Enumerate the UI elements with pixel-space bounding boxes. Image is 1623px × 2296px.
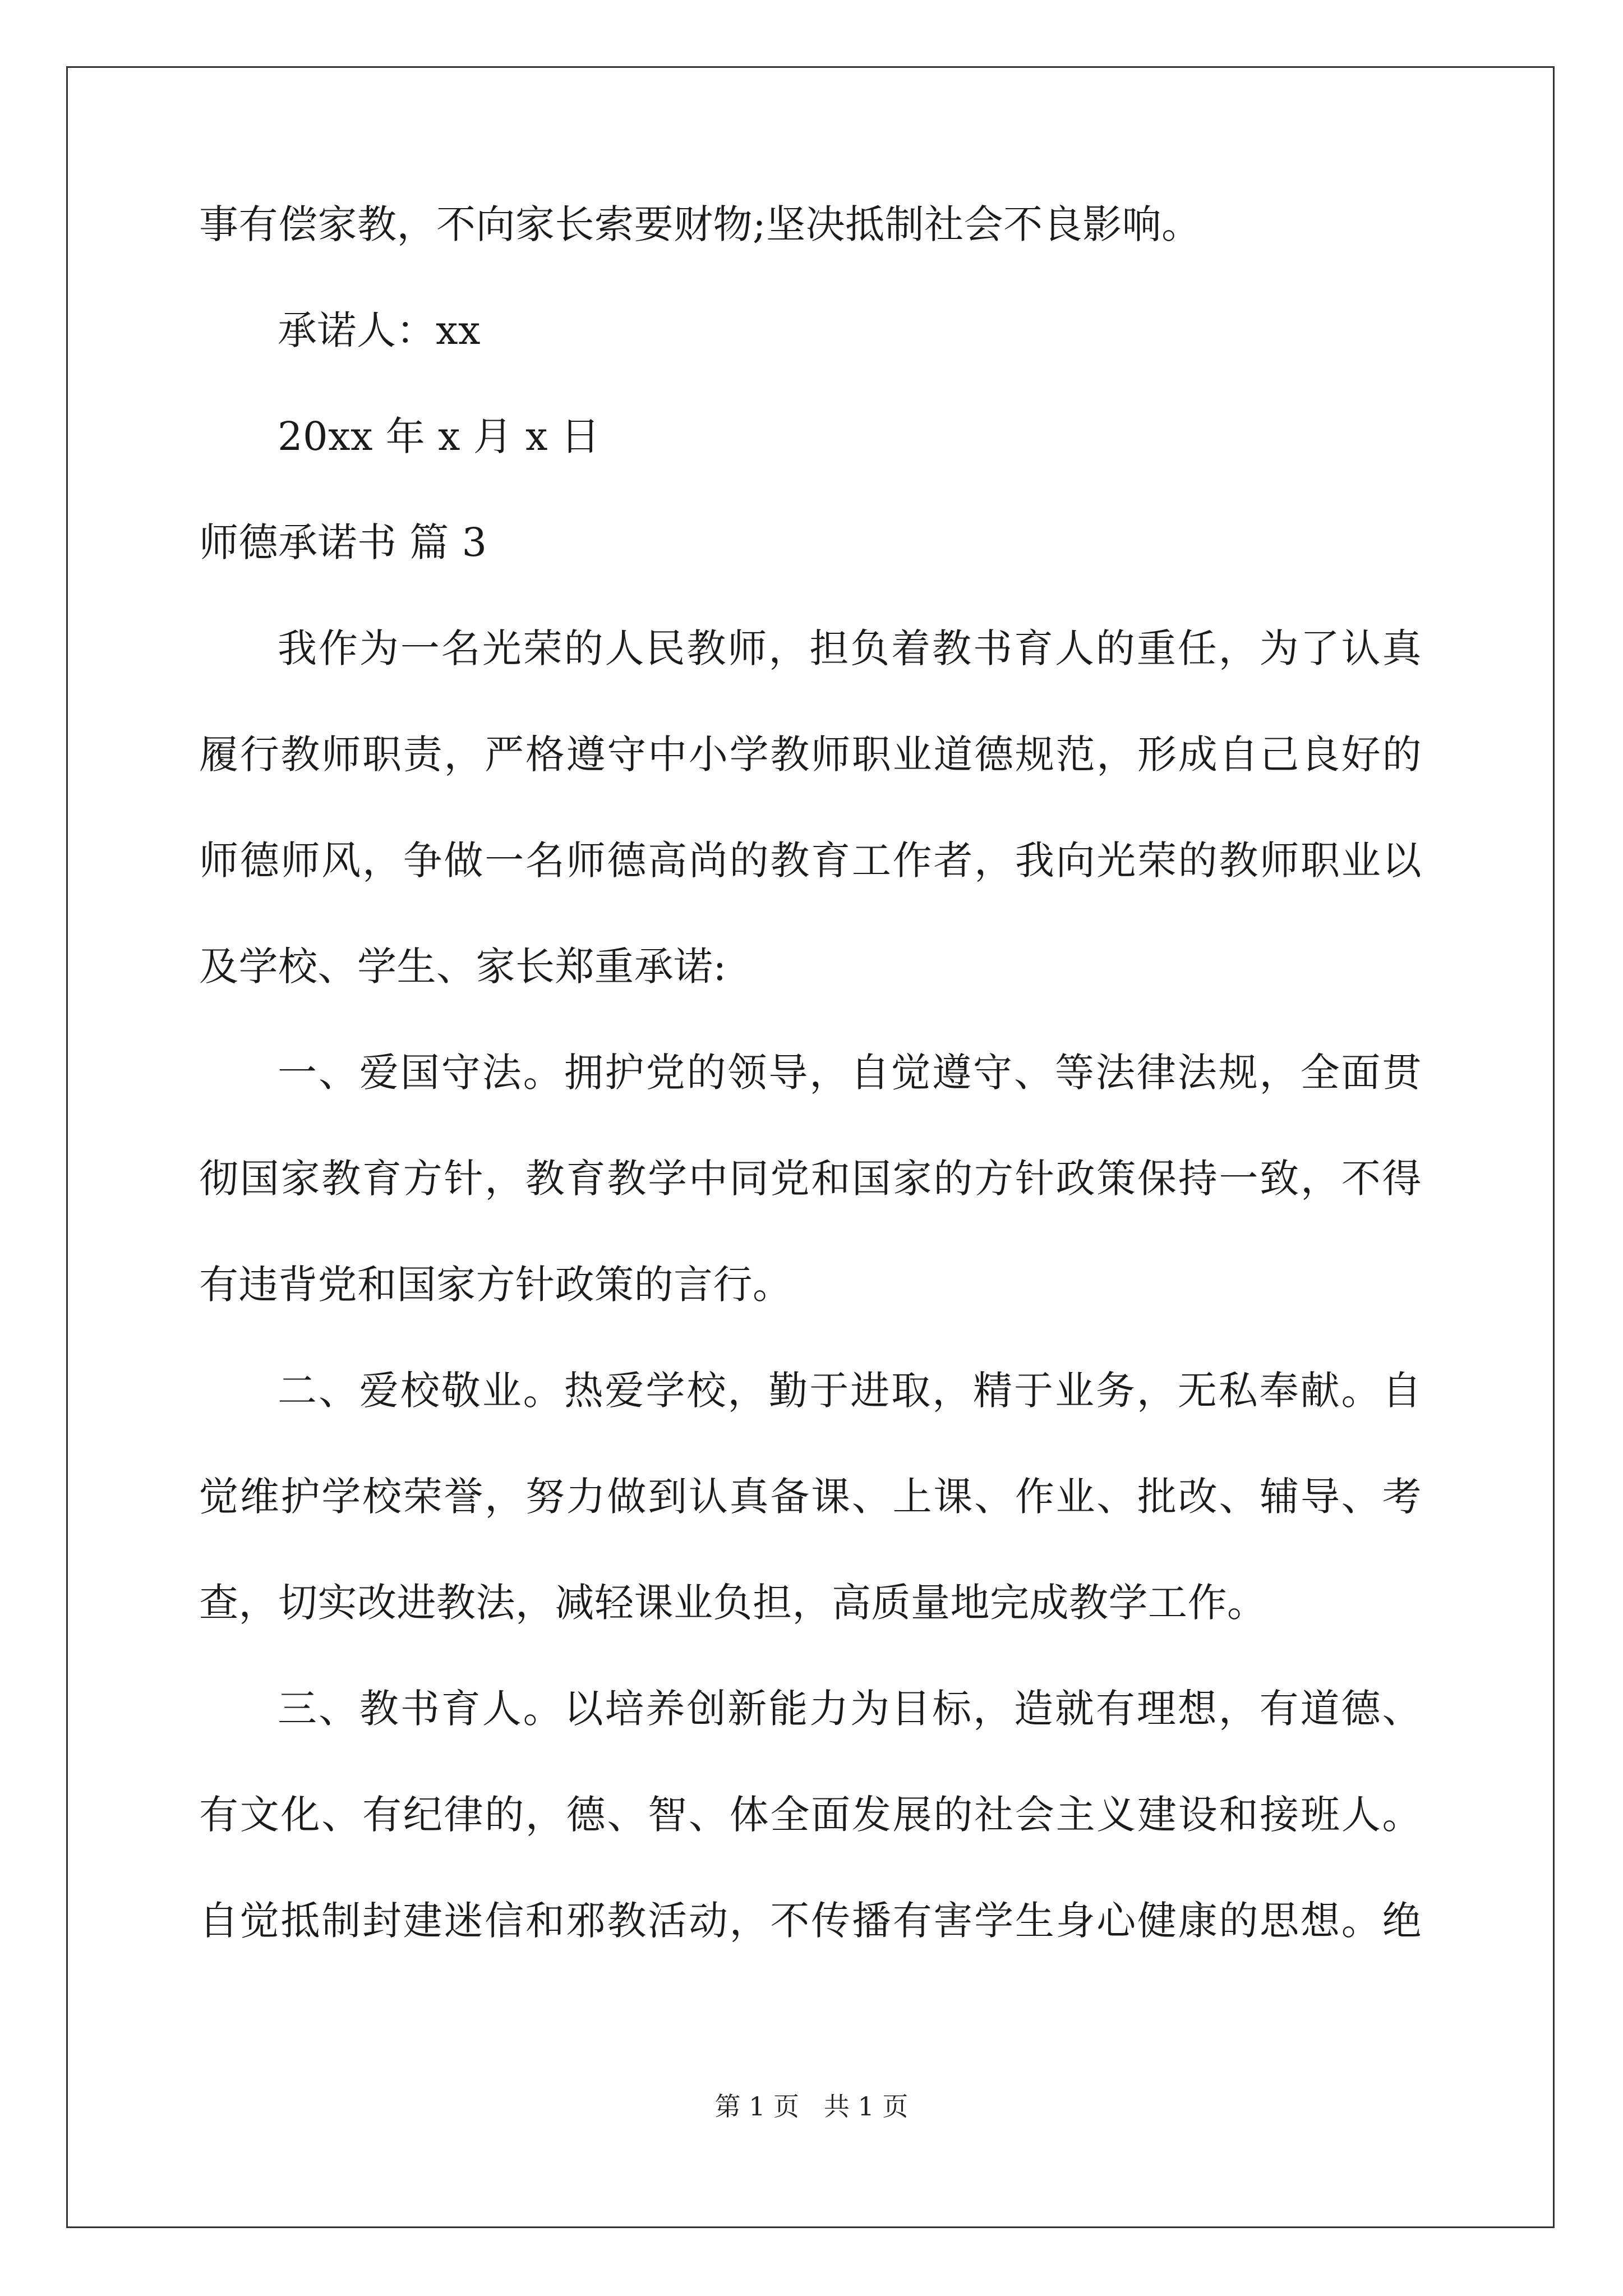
text-line: 自觉抵制封建迷信和邪教活动，不传播有害学生身心健康的思想。绝 bbox=[199, 1898, 1422, 1944]
text-line: 查，切实改进教法，减轻课业负担，高质量地完成教学工作。 bbox=[199, 1580, 1267, 1626]
text-line: 师德承诺书 篇 3 bbox=[199, 519, 487, 565]
text-line: 我作为一名光荣的人民教师，担负着教书育人的重任，为了认真 bbox=[278, 625, 1422, 671]
text-line: 事有偿家教，不向家长索要财物;坚决抵制社会不良影响。 bbox=[199, 201, 1201, 247]
page-footer: 第 1 页 共 1 页 bbox=[714, 2091, 909, 2122]
text-line: 三、教书育人。以培养创新能力为目标，造就有理想，有道德、 bbox=[278, 1686, 1422, 1732]
text-line: 承诺人：xx bbox=[278, 307, 481, 353]
text-line: 一、爱国守法。拥护党的领导，自觉遵守、等法律法规，全面贯 bbox=[278, 1050, 1422, 1096]
text-line: 20xx 年 x 月 x 日 bbox=[278, 413, 601, 459]
text-line: 觉维护学校荣誉，努力做到认真备课、上课、作业、批改、辅导、考 bbox=[199, 1474, 1422, 1520]
text-line: 有文化、有纪律的，德、智、体全面发展的社会主义建设和接班人。 bbox=[199, 1792, 1422, 1838]
text-line: 及学校、学生、家长郑重承诺: bbox=[199, 944, 727, 990]
document-body bbox=[199, 201, 1422, 2007]
text-line: 履行教师职责，严格遵守中小学教师职业道德规范，形成自己良好的 bbox=[199, 731, 1422, 777]
text-line: 二、爱校敬业。热爱学校，勤于进取，精于业务，无私奉献。自 bbox=[278, 1368, 1422, 1414]
text-line: 彻国家教育方针，教育教学中同党和国家的方针政策保持一致，不得 bbox=[199, 1156, 1422, 1202]
text-line: 师德师风，争做一名师德高尚的教育工作者，我向光荣的教师职业以 bbox=[199, 838, 1422, 884]
text-line: 有违背党和国家方针政策的言行。 bbox=[199, 1262, 792, 1308]
